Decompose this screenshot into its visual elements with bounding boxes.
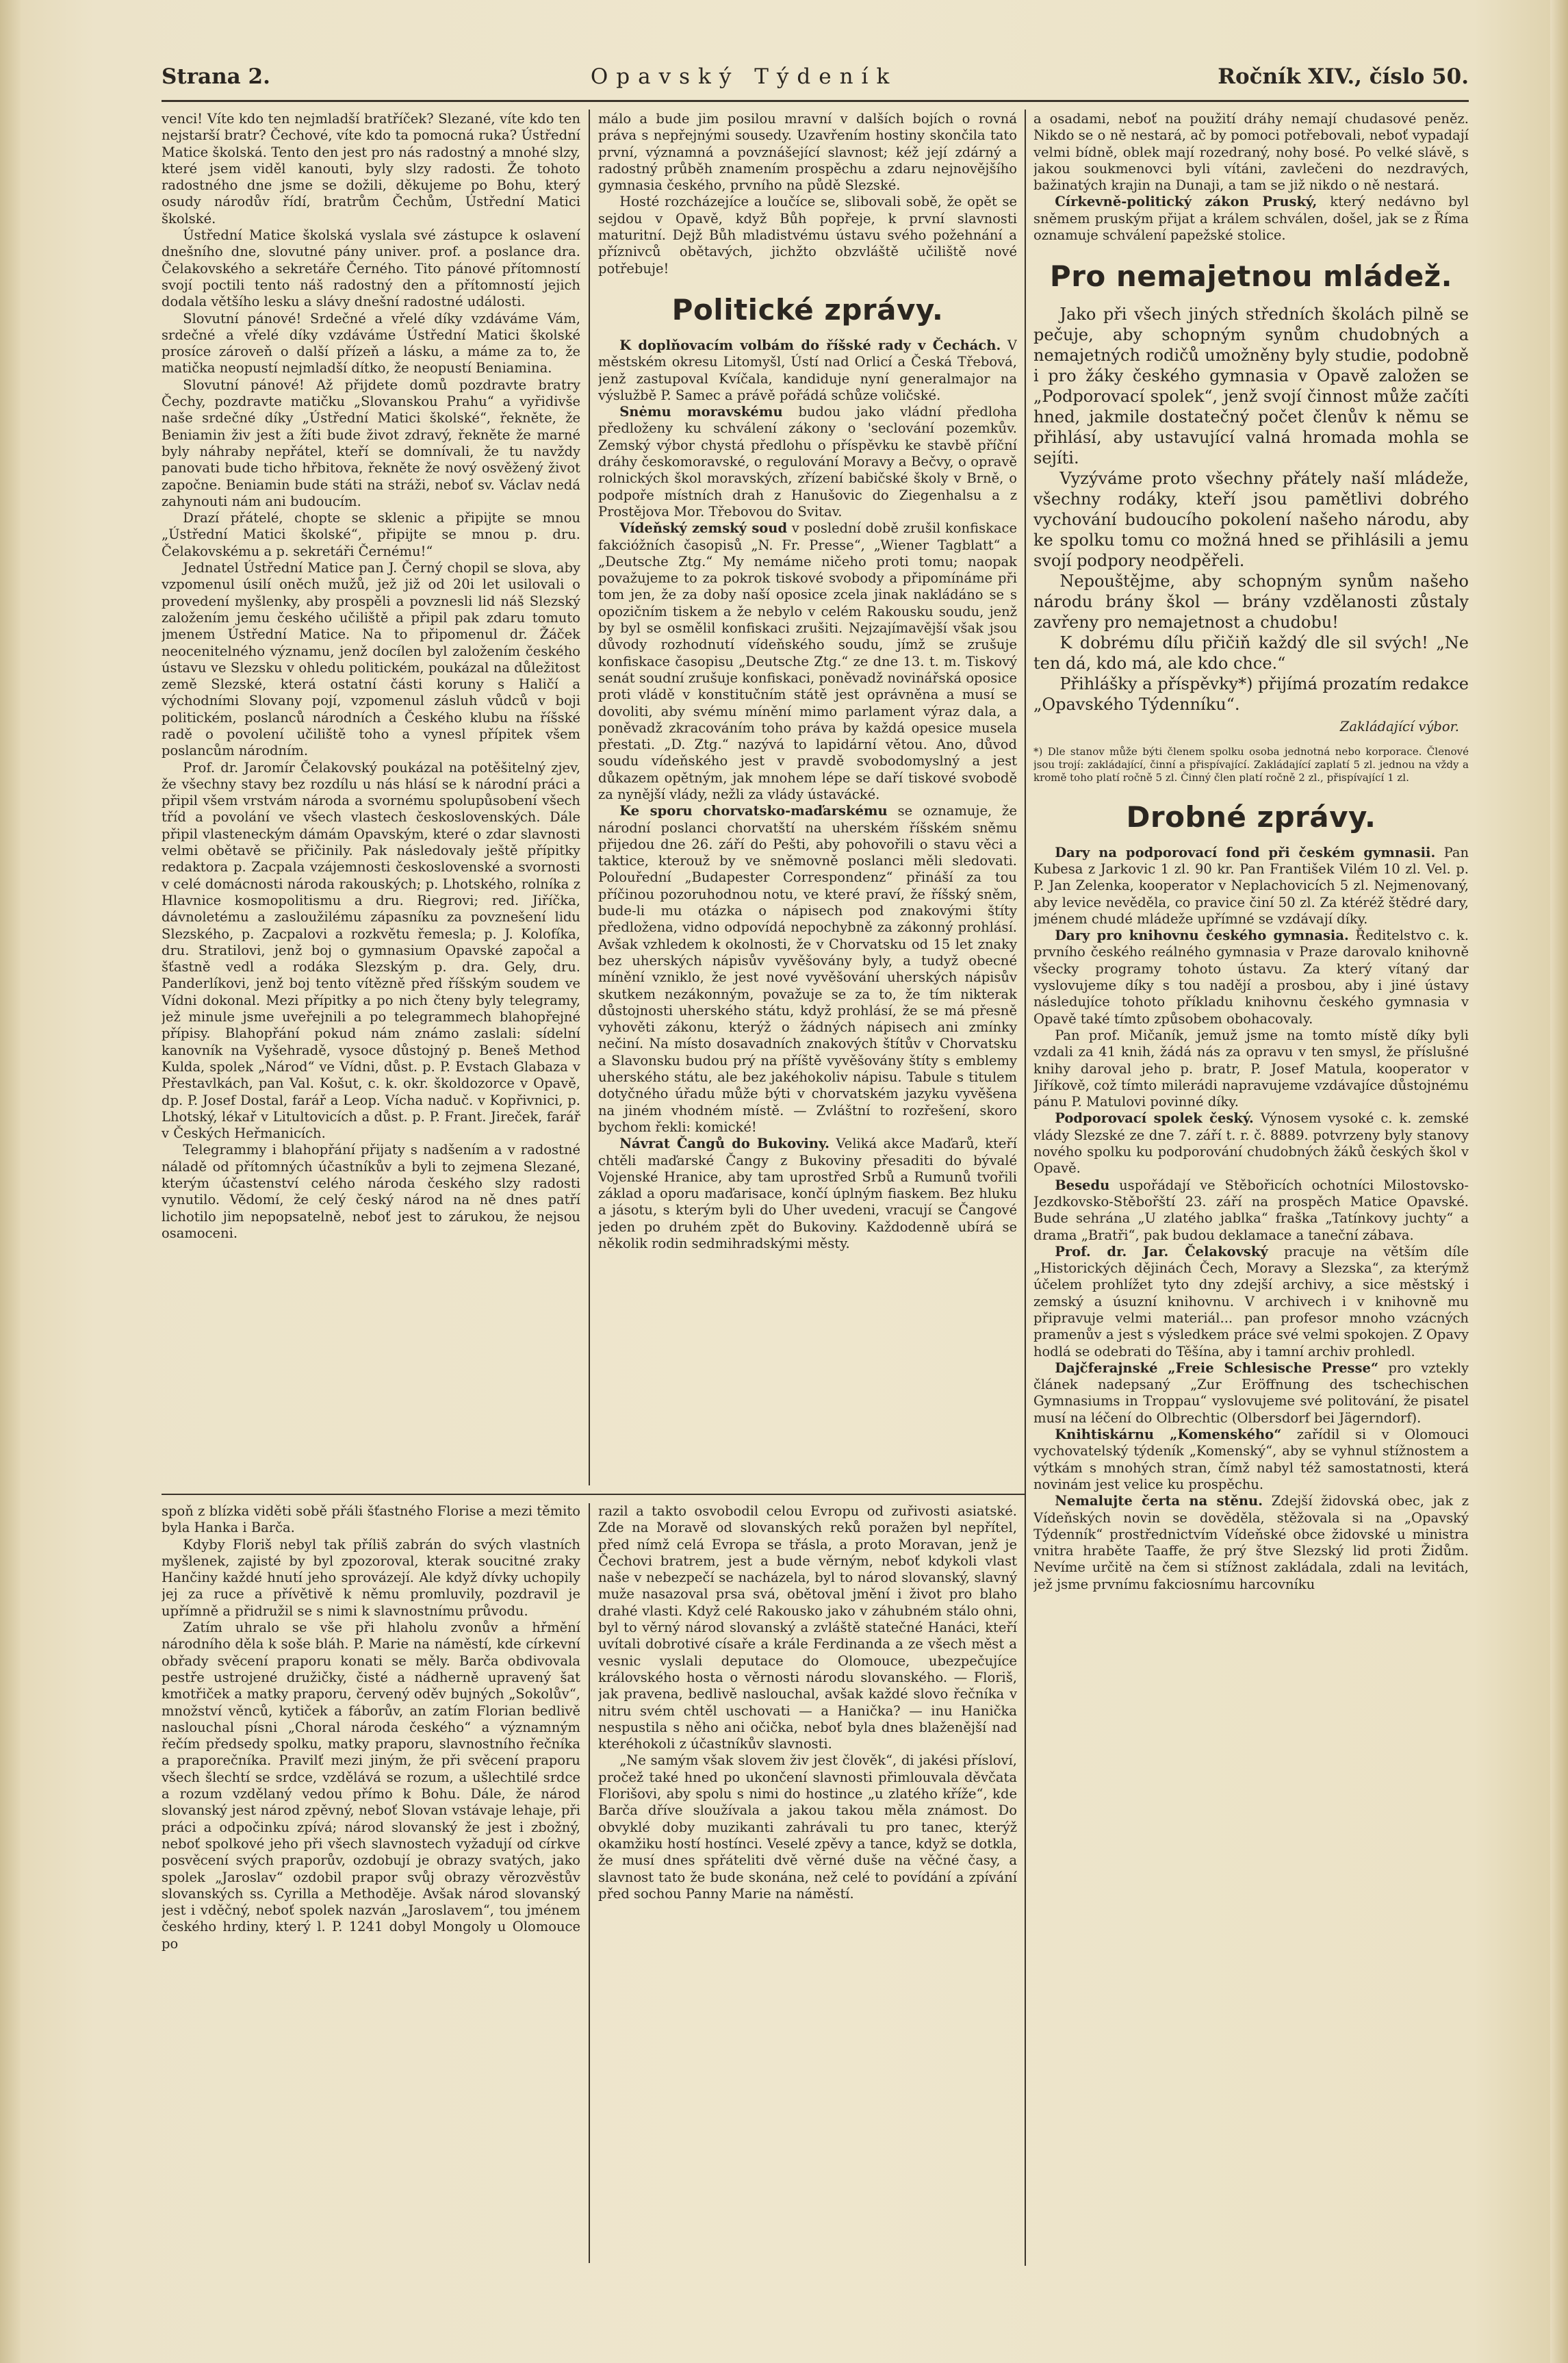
- paragraph: Pan prof. Mičaník, jemuž jsme na tomto místě díky byli vzdali za 41 knih, žádá nás za opravu v ten smysl, že příslušné knihy daroval jeho p. bratr, P. Josef Matula, kooperator v Jiříkově, což tímto milerádi napravujeme vzdávajíce důstojnému pánu P. Matulovi povinné díky.: [1033, 1027, 1469, 1110]
- paragraph: Telegrammy i blahopřání přijaty s nadšením a v radostné náladě od přítomných účastníkův a byli to zejmena Slezané, kterým účastenství celého národa českého slzy radosti vynutilo. Vědomí, že celý český národ na ně dnes patří lichotilo jim nepopsatelně, neboť jest to zárukou, že nejsou osamoceni.: [162, 1142, 580, 1241]
- news-item: Dary na podporovací fond při českém gymnasii. Pan Kubesa z Jarkovic 1 zl. 90 kr. Pan František Vilém 10 zl. Vel. p. P. Jan Zelenka, kooperator v Neplachovicích 5 zl. Nejmenovaný, aby levice nevěděla, co pravice činí 50 zl. Za ktéréž štědré dary, jménem chudé mládeže upřímné se vzdávají díky.: [1033, 844, 1469, 927]
- paragraph: Hosté rozcházejíce a loučíce se, slibovali sobě, že opět se sejdou v Opavě, když Bůh popřeje, k první slavnosti maturitní. Dejž Bůh mladistvému ústavu svého požehnání a příznivců obětavých, jichžto obzvláště učiliště nové potřebuje!: [598, 194, 1017, 277]
- news-item: Návrat Čangů do Bukoviny. Veliká akce Maďarů, kteří chtěli maďarské Čangy z Bukoviny přesaditi do bývalé Vojenské Hranice, aby tam uprostřed Srbů a Rumunů tvořili základ a oporu maďarisace, končí úplným fiaskem. Bez hluku a jásotu, s kterým byli do Uher uvedeni, vracují se Čangové jeden po druhém zpět do Bukoviny. Každodenně ubírá se několik rodin sedmihradskými městy.: [598, 1136, 1017, 1251]
- news-item: Vídeňský zemský soud v poslední době zrušil konfiskace fakcióžních časopisů „N. Fr. Presse“, „Wiener Tagblatt“ a „Deutsche Ztg.“ My nemáme ničeho proti tomu; naopak považujeme to za pokrok tiskové svobody a připomínáme při tom jen, že za doby naší oposice zcela jinak nakládáno se s opozičním tiskem a že nebylo v celém Rakousku soudu, jenž by byl se osmělil konfiskaci zrušiti. Nejzajímavější však jsou důvody rozhodnutí vídeňského soudu, jímž se zrušuje konfiskace časopisu „Deutsche Ztg.“ ze dne 13. t. m. Tiskový senát soudní zrušuje konfiskaci, poněvadž novinářská oposice proti vládě v konstitučním státě jest oprávněna a musí se dovoliti, aby svému mínění mimo parlament výraz dala, a poněvadž zkracováním toho práva by každá opesice musela přestati. „D. Ztg.“ nazývá to lapidární větou. Ano, důvod soudu vídeňského jest v pravdě svobodomyslný a jest důkazem opětným, jak mnohem lépe se daří tiskové svobodě za nynější vlády, nežli za vlády ústavácké.: [598, 520, 1017, 802]
- page-header: [162, 63, 1469, 90]
- paragraph: Zatím uhralo se vše při hlaholu zvonův a hřmění národního děla k soše bláh. P. Marie na náměstí, kde církevní obřady svěcení praporu konati se měly. Barča obdivovala pestře ustrojené družičky, čisté a nádherně upravený šat kmotřiček a matky praporu, červený oděv bujných „Sokolův“, množství věnců, kytiček a fáborův, an zatím Florian bedlivě naslouchal písni „Choral národa českého“ a významným řečím předsedy spolku, matky praporu, slavnostního řečníka a praporečníka. Pravilť mezi jiným, že při svěcení praporu všech šlechtí se srdce, vzdělává se rozum, a ušlechtilé srdce a rozum vzdělaný vedou přímo k Bohu. Dále, že národ slovanský jest národ zpěvný, neboť Slovan vstávaje lehaje, při práci a odpočinku zpívá; národ slovanský že jest i zbožný, neboť spolkové jeho při všech slavnostech vyžadují od církve posvěcení svých praporův, ozdobují je obrazy svatých, jako spolek „Jaroslav“ ozdobil prapor svůj obrazy věrozvěstův slovanských ss. Cyrilla a Methoděje. Avšak národ slovanský jest i vděčný, neboť spolek nazván „Jaroslavem“, tou jménem českého hrdiny, který l. P. 1241 dobyl Mongoly u Olomouce po: [162, 1620, 580, 1952]
- feuilleton-column-1: [162, 1503, 580, 2263]
- column-divider-2: [1025, 110, 1026, 2266]
- section-heading-mladez: Pro nemajetnou mládež.: [1049, 259, 1453, 294]
- appeal-text: [1033, 304, 1469, 715]
- news-item: Dary pro knihovnu českého gymnasia. Ředitelstvo c. k. prvního českého reálného gymnasia v Praze darovalo knihovně všecky programy tohoto ústavu. Za který vítaný dar vyslovujeme díky s tou nadějí a prosbou, aby i jiné ústavy následujíce tohoto příkladu knihovnu českého gymnasia v Opavě také tímto způsobem obohacovaly.: [1033, 928, 1469, 1027]
- news-item: Církevně-politický zákon Pruský, který nedávno byl sněmem pruským přijat a králem schválen, došel, jak se z Říma oznamuje schválení papežské stolice.: [1033, 194, 1469, 244]
- page-number: Strana 2.: [162, 64, 270, 89]
- section-heading-politicke: Politické zprávy.: [671, 292, 944, 327]
- paragraph: venci! Víte kdo ten nejmladší bratříček? Slezané, víte kdo ten nejstarší bratr? Čechové, víte kdo ta pomocná ruka? Ústřední Matice školská. Tento den jest pro nás radostný a mnohé slzy, které jsem viděl kanouti, byly slzy radosti. Že tohoto radostného dne jsme se dožili, děkujeme po Bohu, který osudy národův řídí, bratrům Čechům, Ústřední Matici školské.: [162, 111, 580, 227]
- news-item: Prof. dr. Jar. Čelakovský pracuje na větším díle „Historických dějinách Čech, Moravy a Slezska“, za kterýmž účelem prohlížet tyto dny zdejší archivy, a sice městský i zemský a úsuzní knihovnu. V archivech i v knihovně mu připravuje velmi materiál... pan profesor mnoho vzácných pramenův a jest s výsledkem práce své velmi spokojen. Z Opavy hodlá se odebrati do Těšína, aby i tamní archiv prohledl.: [1033, 1243, 1469, 1359]
- paragraph: Nepouštějme, aby schopným synům našeho národu brány škol — brány vzdělanosti zůstaly zavřeny pro nemajetnost a chudobu!: [1033, 572, 1469, 633]
- paragraph: a osadami, neboť na použití dráhy nemají chudasové peněz. Nikdo se o ně nestará, ač by pomoci potřebovali, neboť vypadají velmi bídně, oblek mají rozedraný, nohy bosé. Po velké slávě, s jakou soukmenovci byli vítáni, zavlečeni do nezdravých, bažinatých krajin na Dunaji, a tam se již nikdo o ně nestará.: [1033, 111, 1469, 194]
- news-item: Snėmu moravskému budou jako vládní předloha předloženy ku schválení zákony o 'seclování pozemkův. Zemský výbor chystá předlohu o příspěvku ke stavbě příční dráhy českomoravské, o regulování Moravy a Bečvy, o opravě rolnických škol moravských, zřízení babičské školy v Brně, o podpoře místních drah z Hanušovic do Ziegenhalsu a z Prostějova Mor. Třebovou do Svitav.: [598, 404, 1017, 520]
- news-item: Ke sporu chorvatsko-maďarskému se oznamuje, že národní poslanci chorvatští na uherském říšském sněmu přijedou dne 26. září do Pešti, aby pohovořili o stavu věci a taktice, kterouž by ve sněmovně poslanci měli sledovati. Polouřední „Budapester Correspondenz“ přináší za tou příčinou pozoruhodnou notu, ve které praví, že říšský sněm, bude-li mu otázka o nápisech pod znakovými štíty předložena, vidno odpovídá nepochybně za zákonný prohlásí. Avšak vzhledem k okolnosti, že v Chorvatsku od 15 let znaky bez uherských nápisův vyvěšovány byly, a tudyž obecné mínění vzniklo, že jest nové vyvěšování uherských nápisův skutkem nezákonným, považuje se za to, že tím nikterak důstojnosti uherského státu, když prohlásí, že se má přesně vyhověti zákonu, kterýž o žádných nápisech ani zmínky nečiní. Na místo dosavadních znakových štítův v Chorvatsku a Slavonsku budou prý na příště vyvěšovány štíty s emblemy uherského státu, ale bez jakéhokoliv nápisu. Tabule s titulem dotyčného úřadu může býti v chorvatském jazyku vyvěšena na jiném vhodném místě. — Zvláštní to rozřešení, skoro bychom řekli: komické!: [598, 803, 1017, 1135]
- paper-edge-left: [0, 0, 21, 2363]
- column-divider-lower: [589, 1503, 590, 2263]
- paragraph: málo a bude jim posilou mravní v dalších bojích o rovná práva s nepřejnými sousedy. Uzavřením hostiny skončila tato první, významná a povznášející slavnost; kéž její zdárný a radostný průběh znamením prospěchu a zdaru nejnovějšího gymnasia českého, prvního na půdě Slezské.: [598, 111, 1017, 194]
- column-1: [162, 111, 580, 1487]
- issue-number: Ročník XIV., číslo 50.: [1218, 64, 1469, 89]
- column-divider-1: [589, 110, 590, 1485]
- section-heading-drobne: Drobné zprávy.: [1126, 800, 1376, 834]
- footnote: *) Dle stanov může býti členem spolku osoba jednotná nebo korporace. Členové jsou trojí: zakládající, činní a přispívající. Zakládající zaplatí 5 zl. jednou na vždy a kromě toho platí ročně 5 zl. Činný člen platí ročně 2 zl., přispívající 1 zl.: [1033, 745, 1469, 784]
- paragraph: Kdyby Floriš nebyl tak příliš zabrán do svých vlastních myšlenek, zajisté by byl zpozoroval, kterak soucitné zraky Hančiny každé hnutí jeho sprovázejí. Ale když dívky uchopily jej za ruce a přívětivě k němu promluvily, pozdravil je upřímně a přidružil se s nimi k slavnostnímu průvodu.: [162, 1536, 580, 1619]
- column-3: [1033, 111, 1469, 2267]
- paragraph: razil a takto osvobodil celou Evropu od zuřivosti asiatské. Zde na Moravě od slovanských reků poražen byl nepřítel, před nímž celá Evropa se třásla, a proto Moravan, jenž je Čechovi bratrem, jest a bude věrným, neboť kdykoli vlast naše v nebezpečí se nacházela, byl to národ slovanský, slavný muže nasazoval prsa svá, obětoval jmění i život pro blaho drahé vlasti. Když celé Rakousko jako v záhubném stálo ohni, byl to věrný národ slovanský a zvláště statečné Hanáci, kteří uvítali dobrotivé císaře a krále Ferdinanda a ze všech měst a vesnic vyslali deputace do Olomouce, ubezpečujíce královského hosta o věrnosti národu slovanského. — Floriš, jak pravena, bedlivě naslouchal, avšak každé slovo řečníka v nitru svém chtěl uschovati — a Hanička? — inu Hanička nespustila s něho ani očička, neboť byla dnes blaženější nad kteréhokoli z účastníkův slavnosti.: [598, 1503, 1017, 1752]
- paragraph: Prof. dr. Jaromír Čelakovský poukázal na potěšitelný zjev, že všechny stavy bez rozdílu u nás hlásí se k národní práci a připil všem vrstvám národa a svornému spolupůsobení všech tříd a povolání ve všech vlastech československých. Dále připil vlasteneckým dámám Opavským, které o zdar slavnosti velmi obětavě se přičinily. Pak následovaly ještě přípitky redaktora p. Zacpala vzájemnosti československé a svornosti v celé domácnosti národa rakouských; p. Lhotského, rolníka z Hlavnice kosmopolitismu a dru. Riegrovi; red. Jiříčka, dávnoletému a zasloužilému zápasníku za povznešení lidu Slezského, p. Zacpalovi a rozkvětu řemesla; p. J. Kolofíka, dru. Stratilovi, jenž boj o gymnasium Opavské započal a šťastně vedl a rodákа Slezským p. dra. Gely, dru. Panderlíkovi, jenž boj tento vítězně před říšským soudem ve Vídni dokonal. Mezi přípitky a po nich čteny byly telegramy, jež minule jsme uveřejnili a po telegrammech blahopřejné přípisy. Blahopřání pokud nám známo zaslali: sídelní kanovník na Vyšehradě, vysoce důstojný p. Beneš Method Kulda, spolek „Národ“ ve Vídni, důst. p. P. Evstach Glabaza v Přestavlkách, pan Val. Košut, c. k. okr. školdozorce v Opavě, dp. P. Josef Dostal, farář a Leop. Vícha naduč. v Kopřivnici, p. Lhotský, lékař v Litultovicích a důst. p. P. Frant. Jireček, farář v Českých Heřmanicích.: [162, 759, 580, 1142]
- news-item: Knihtiskárnu „Komenského“ zařídil si v Olomouci vychovatelský týdeník „Komenský“, aby se vyhnul stížnostem a výtkám s mnohých stran, čímž nabyl též samostatnosti, která novinám jest velice ku prospěchu.: [1033, 1427, 1469, 1492]
- feuilleton-column-2: [598, 1503, 1017, 2263]
- signature: Zakládající výbor.: [1339, 719, 1459, 735]
- news-item: Nemalujte čerta na stěnu. Zdejší židovská obec, jak z Vídeňských novin se dověděla, stěžovala si na „Opavský Týdenník“ prostřednictvím Vídeňské obce židovské u ministra vnitra hraběte Taaffe, že prý štve Slezský lid proti Židům. Nevíme určitě na čem si stížnost zakládala, zdali na levitách, jež jsme prvnímu fakciosnímu harcovníku: [1033, 1493, 1469, 1592]
- lower-section-rule: [162, 1494, 1025, 1495]
- paragraph: Vyzýváme proto všechny přátely naší mládeže, všechny rodáky, kteří jsou pamětlivi dobrého vychování budoucího pokolení našeho národu, aby ke spolku tomu co možná hned se přihlásili a jemu svojí podpory neodpěřeli.: [1033, 469, 1469, 571]
- paragraph: „Ne samým však slovem živ jest člověk“, di jakési přísloví, pročež také hned po ukončení slavnosti přimlouvala děvčata Florišovi, aby spolu s nimi do hostince „u zlatého kříže“, kde Barča dříve sloužívala a jakou takou měla známost. Do obvyklé doby muzikanti zahrávali tu pro tanec, kterýž okamžiku hostí hostínci. Veselé zpěvy a tance, když se dotkla, že musí dnes spřáteliti dvě věrné duše na věčné časy, a slavnost tato že bude skonána, než celé to povídání a zpívání před sochou Panny Marie na náměstí.: [598, 1752, 1017, 1902]
- news-item: Podporovací spolek český. Výnosem vysoké c. k. zemské vlády Slezské ze dne 7. září t. r. č. 8889. potvrzeny byly stanovy nového spolku ku podporování chudobných žáků českých škol v Opavě.: [1033, 1110, 1469, 1177]
- paragraph: Ústřední Matice školská vyslala své zástupce k oslavení dnešního dne, slovutné pány univer. prof. a poslance dra. Čelakovského a sekretáře Černého. Tito pánové přítomností svojí poctili tento náš radostný den a přítomností jejich dodala většího lesku a slávy dnešní radostné události.: [162, 227, 580, 310]
- news-item: Besedu uspořádají ve Stěbořicích ochotníci Milostovsko-Jezdkovsko-Stěbořští 23. září na prospěch Matice Opavské. Bude sehrána „U zlatého jablka“ fraška „Tatínkovy juchty“ a drama „Bratři“, pak budou deklamace a taneční zábava.: [1033, 1177, 1469, 1243]
- paragraph: Slovutní pánové! Srdečné a vřelé díky vzdáváme Vám, srdečné a vřelé díky vzdáváme Ústřední Matici školské prosíce zároveň o další přízeň a lásku, a máme za to, že matička neopustí nejmladší dítko, že neopustí Beniamina.: [162, 310, 580, 376]
- paragraph: Jako při všech jiných středních školách pilně se pečuje, aby schopným synům chudobných a nemajetných rodičů umožněny byly studie, podobně i pro žáky českého gymnasia v Opavě založen se „Podporovací spolek“, jenž svojí činnost může začíti hned, jakmile dostatečný počet členův k němu se přihlásí, aby ustavující valná hromada mohla se sejíti.: [1033, 305, 1469, 468]
- paragraph: Jednatel Ústřední Matice pan J. Černý chopil se slova, aby vzpomenul úsilí oněch mužů, jež již od 20i let usilovali o provedení myšlenky, aby prospěli a povznesli lid náš Slezský založením jemu českého učiliště a připil pak zdaru tomuto jmenem Ústřední Matice. Na to připomenul dr. Žáček neocenitelného významu, jenž docílen byl založením českého ústavu ve Slezsku v ohledu politickém, poukázal na důležitost země Slezské, která ostatní části koruny s Haličí a východními Slovany pojí, vzpomenul zásluh vůdců v boji politickém, poslanců národních a Českého klubu na říšské radě o povolení učiliště toho a vynesl přípitek všem poslancům národním.: [162, 560, 580, 759]
- newspaper-title: Opavský Týdeník: [590, 64, 898, 89]
- paper-edge-right: [1550, 0, 1568, 2363]
- paragraph: Slovutní pánové! Až přijdete domů pozdravte bratry Čechy, pozdravte matičku „Slovanskou Prahu“ a vyřidivše naše srdečné díky „Ústřední Matici školské“, řekněte, že Beniamin živ jest a žíti bude život zdravý, řekněte že marné byly náhraby nepřátel, kteří se domnívali, že tu navždy panovati bude ticho hřbitova, řekněte že nový osvěžený život započne. Beniamin bude státi na stráži, neboť sv. Václav nedá zahynouti nám ani budoucím.: [162, 376, 580, 509]
- paragraph: spoň z blízka viděti sobě přáli šťastného Florise a mezi těmito byla Hanka i Barča.: [162, 1503, 580, 1536]
- column-2: [598, 111, 1017, 1487]
- paragraph: K dobrému dílu přičiň každý dle sil svých! „Ne ten dá, kdo má, ale kdo chce.“: [1033, 633, 1469, 674]
- paragraph: Přihlášky a příspěvky*) přijímá prozatím redakce „Opavského Týdenníku“.: [1033, 674, 1469, 715]
- news-item: K doplňovacím volbám do říšské rady v Čechách. V městském okresu Litomyšl, Ústí nad Orlicí a Česká Třebová, jenž zastupoval Kvíčala, kandiduje nyní generalmajor na výslužbě P. Samec a právě pořádá schůze voličské.: [598, 337, 1017, 403]
- header-rule: [162, 100, 1469, 102]
- paragraph: Drazí přátelé, chopte se sklenic a připijte se mnou „Ústřední Matici školské“, připijte se mnou p. dru. Čelakovskému a p. sekretáři Černému!“: [162, 510, 580, 559]
- news-item: Dajčferajnské „Freie Schlesische Presse“ pro vztekly článek nadepsaný „Zur Eröffnung des tschechischen Gymnasiums in Troppau“ vyslovujeme své politování, že pisatel musí na léčení do Olbrechtic (Olbersdorf bei Jägerndorf).: [1033, 1359, 1469, 1426]
